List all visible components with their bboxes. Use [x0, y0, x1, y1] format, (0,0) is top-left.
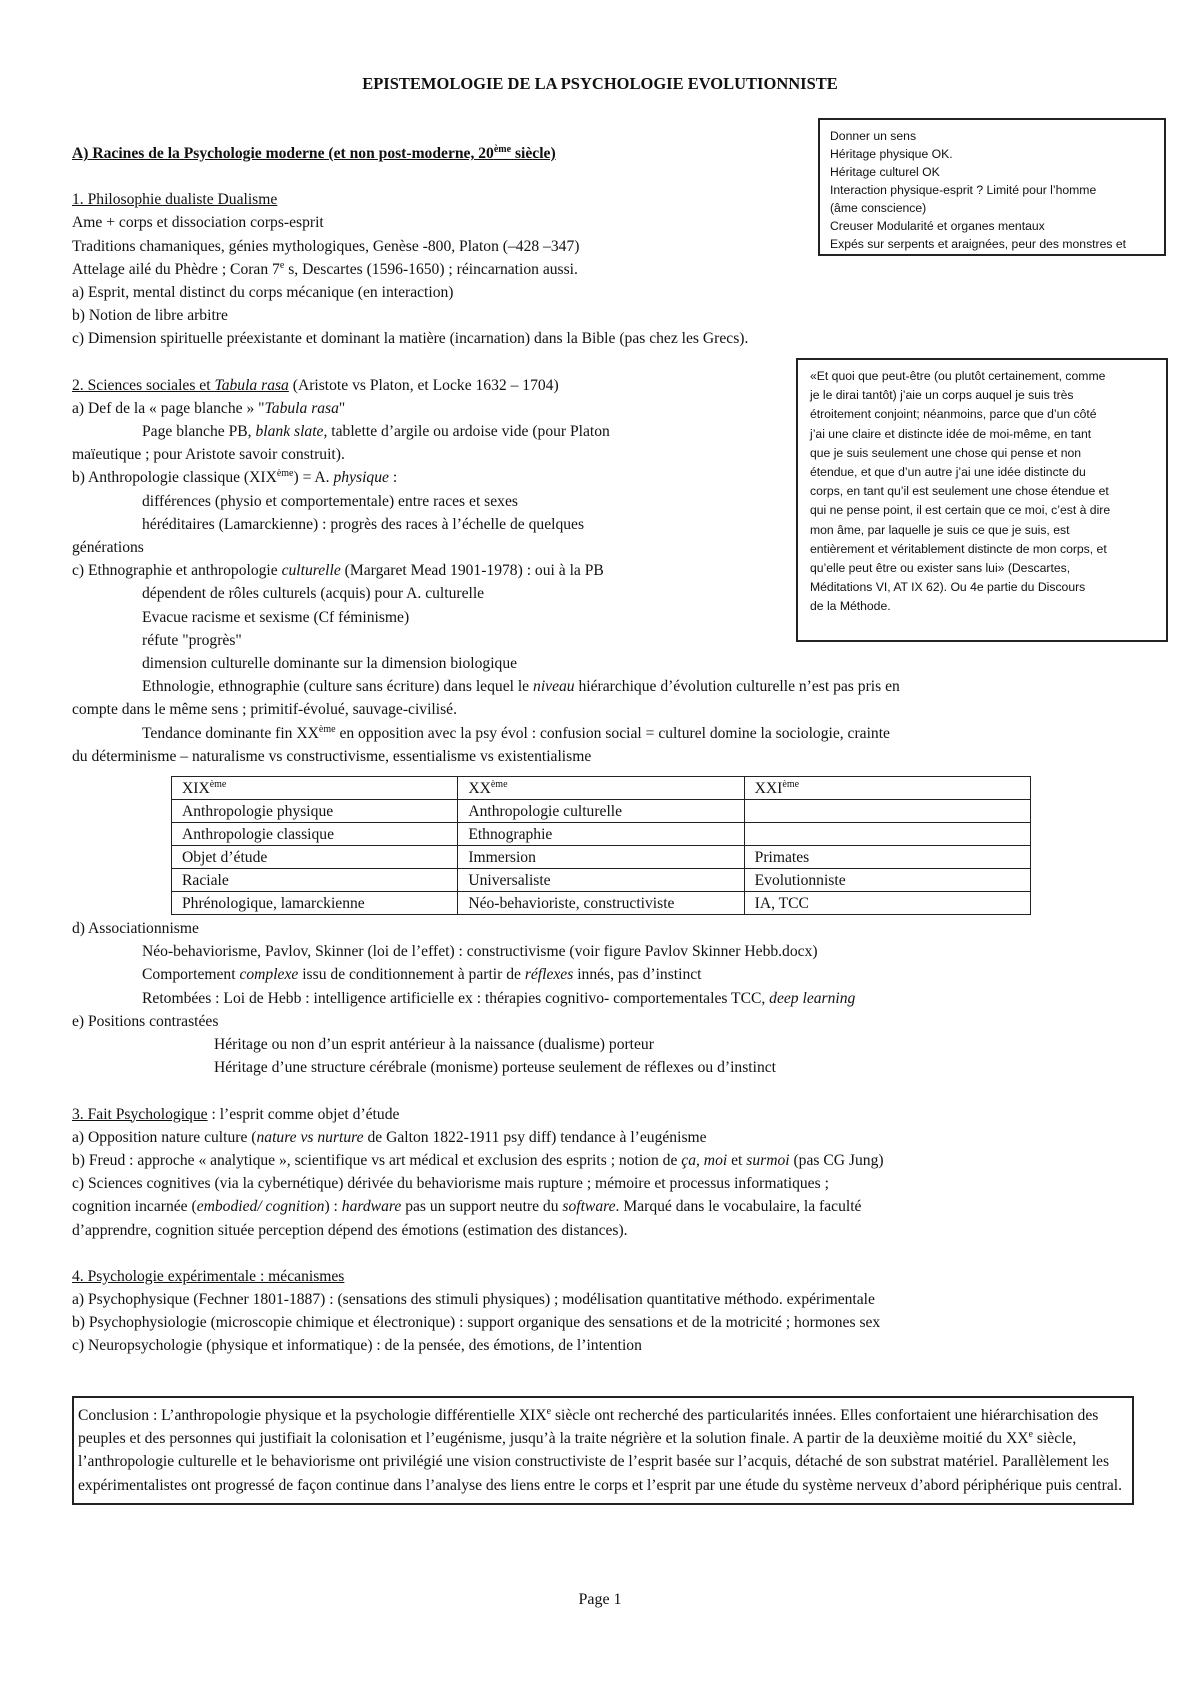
table-cell: Anthropologie physique: [172, 800, 458, 823]
text-line: Page blanche PB, blank slate, tablette d’argile ou ardoise vide (pour Platon: [142, 423, 610, 441]
text-line: différences (physio et comportementale) entre races et sexes: [142, 492, 518, 510]
table-header-cell: XIXème: [172, 777, 458, 800]
text-line: a) Esprit, mental distinct du corps mécanique (en interaction): [72, 284, 454, 302]
text-line: Evacue racisme et sexisme (Cf féminisme): [142, 608, 410, 626]
text-line: héréditaires (Lamarckienne) : progrès des races à l’échelle de quelques: [142, 515, 585, 533]
text-line: Traditions chamaniques, génies mythologiques, Genèse -800, Platon (–428 –347): [72, 237, 580, 255]
text-line: a) Def de la « page blanche » "Tabula rasa": [72, 399, 346, 417]
note-line: Donner un sens: [830, 129, 917, 143]
section-a-heading: A) Racines de la Psychologie moderne (et non post-moderne, 20ème siècle): [72, 143, 556, 162]
quote-line: qu’elle peut être ou exister sans lui» (Descartes,: [810, 561, 1071, 576]
conclusion-box: Conclusion : L’anthropologie physique et la psychologie différentielle XIXe siècle ont recherché des particularités innées. Elles confortaient une hiérarchisation des peuples et des personnes qui justifiait la colonisation et l’eugénisme, jusqu’à la traite négrière et la solution finale. A partir de la deuxième moitié du XXe siècle, l’anthropologie culturelle et le behaviorisme ont privilégié une vision constructiviste de l’esprit basée sur l’acquis, détaché de son substrat matériel. Parallèlement les expérimentalistes ont progressé de façon continue dans l’analyse des liens entre le corps et l’esprit par une étude du système nerveux d’abord périphérique puis central.: [72, 1396, 1134, 1505]
text-line: c) Dimension spirituelle préexistante et dominant la matière (incarnation) dans la Bible (pas chez les Grecs).: [72, 330, 749, 348]
table-cell: Ethnographie: [458, 823, 744, 846]
quote-line: corps, en tant qu’il est seulement une chose étendue et: [810, 484, 1109, 499]
table-row: [172, 823, 1031, 846]
quote-line: étroitement conjoint; néanmoins, parce que d’un côté: [810, 407, 1097, 422]
text-line: d) Associationnisme: [72, 920, 199, 938]
section-1-heading: 1. Philosophie dualiste Dualisme: [72, 191, 278, 209]
section-2-heading: 2. Sciences sociales et Tabula rasa (Aristote vs Platon, et Locke 1632 – 1704): [72, 376, 559, 394]
page-number: Page 1: [578, 1591, 622, 1608]
table-cell: Primates: [744, 846, 1030, 869]
table-cell: Phrénologique, lamarckienne: [172, 892, 458, 915]
page-title: EPISTEMOLOGIE DE LA PSYCHOLOGIE EVOLUTIONNISTE: [362, 74, 838, 93]
note-line: (âme conscience): [830, 201, 927, 215]
text-line: b) Notion de libre arbitre: [72, 307, 228, 325]
text-line: dépendent de rôles culturels (acquis) pour A. culturelle: [142, 585, 485, 603]
table-header-cell: XXème: [458, 777, 744, 800]
table-cell: Anthropologie culturelle: [458, 800, 744, 823]
text-line: du déterminisme – naturalisme vs constructivisme, essentialisme vs existentialisme: [72, 747, 592, 765]
text-line: e) Positions contrastées: [72, 1012, 219, 1030]
section-4-heading: 4. Psychologie expérimentale : mécanismes: [72, 1267, 345, 1285]
quote-line: je le dirai tantôt) j’aie un corps auquel je suis très: [810, 388, 1074, 403]
table-cell: Raciale: [172, 869, 458, 892]
text-line: b) Anthropologie classique (XIXème) = A. physique :: [72, 468, 398, 487]
text-line: a) Psychophysique (Fechner 1801-1887) : (sensations des stimuli physiques) ; modélisation quantitative méthodo. expérimentale: [72, 1290, 875, 1308]
text-line: Retombées : Loi de Hebb : intelligence artificielle ex : thérapies cognitivo- comportementales TCC, deep learning: [142, 989, 856, 1007]
text-line: d’apprendre, cognition située perception dépend des émotions (estimation des distances).: [72, 1221, 628, 1239]
table-cell: Evolutionniste: [744, 869, 1030, 892]
text-line: Ethnologie, ethnographie (culture sans écriture) dans lequel le niveau hiérarchique d’évolution culturelle n’est pas pris en: [142, 678, 900, 696]
table-cell: [744, 800, 1030, 823]
quote-line: Méditations VI, AT IX 62). Ou 4e partie du Discours: [810, 580, 1086, 595]
table-row: [172, 846, 1031, 869]
document-body: [72, 142, 1150, 1358]
quote-line: qui ne pense point, il est certain que ce moi, c’est à dire: [810, 503, 1111, 518]
note-line: Héritage culturel OK: [830, 165, 940, 179]
quote-line: j’ai une claire et distincte idée de moi-même, en tant: [810, 426, 1092, 441]
text-line: c) Neuropsychologie (physique et informatique) : de la pensée, des émotions, de l’intention: [72, 1337, 642, 1355]
table-header-row: [172, 777, 1031, 800]
text-line: Tendance dominante fin XXème en opposition avec la psy évol : confusion social = culturel domine la sociologie, crainte: [142, 723, 890, 742]
quote-line: étendue, et que d’un autre j’ai une idée distincte du: [810, 465, 1086, 480]
text-line: c) Sciences cognitives (via la cybernétique) dérivée du behaviorisme mais rupture ; mémoire et processus informatiques ;: [72, 1175, 829, 1193]
table-row: [172, 800, 1031, 823]
table-cell: Universaliste: [458, 869, 744, 892]
table-cell: Immersion: [458, 846, 744, 869]
text-line: compte dans le même sens ; primitif-évolué, sauvage-civilisé.: [72, 701, 457, 719]
note-line: Interaction physique-esprit ? Limité pour l’homme: [830, 183, 1097, 197]
text-line: Comportement complexe issu de conditionnement à partir de réflexes innés, pas d’instinct: [142, 966, 702, 984]
text-line: Héritage d’une structure cérébrale (monisme) porteuse seulement de réflexes ou d’instinct: [214, 1059, 777, 1077]
text-line: maïeutique ; pour Aristote savoir construit).: [72, 446, 345, 464]
table-header-cell: XXIème: [744, 777, 1030, 800]
text-line: cognition incarnée (embodied/ cognition) : hardware pas un support neutre du software. Marqué dans le vocabulaire, la faculté: [72, 1198, 862, 1216]
table-cell: Néo-behavioriste, constructiviste: [458, 892, 744, 915]
quote-line: de la Méthode.: [810, 599, 891, 614]
quote-line: que je suis seulement une chose qui pense et non: [810, 445, 1082, 460]
text-line: dimension culturelle dominante sur la dimension biologique: [142, 655, 518, 673]
note-line: Expés sur serpents et araignées, peur des monstres et: [830, 237, 1127, 251]
note-line: Héritage physique OK.: [830, 147, 953, 161]
table-cell: Anthropologie classique: [172, 823, 458, 846]
text-line: réfute "progrès": [142, 631, 242, 649]
text-line: Héritage ou non d’un esprit antérieur à la naissance (dualisme) porteur: [214, 1036, 654, 1054]
text-line: Attelage ailé du Phèdre ; Coran 7e s, Descartes (1596-1650) ; réincarnation aussi.: [72, 259, 578, 278]
table-row: [172, 869, 1031, 892]
text-line: b) Freud : approche « analytique », scientifique vs art médical et exclusion des esprits ; notion de ça, moi et surmoi (pas CG Jung): [72, 1151, 884, 1169]
quote-line: «Et quoi que peut-être (ou plutôt certainement, comme: [810, 369, 1106, 383]
text-line: Néo-behaviorisme, Pavlov, Skinner (loi de l’effet) : constructivisme (voir figure Pavlov Skinner Hebb.docx): [142, 943, 818, 961]
table-cell: Objet d’étude: [172, 846, 458, 869]
quote-line: mon âme, par laquelle je suis ce que je suis, est: [810, 522, 1070, 537]
text-line: Ame + corps et dissociation corps-esprit: [72, 214, 324, 232]
quote-line: entièrement et véritablement distincte de mon corps, et: [810, 541, 1107, 556]
note-line: Creuser Modularité et organes mentaux: [830, 219, 1045, 233]
comparison-table: [171, 776, 1031, 915]
table-cell: IA, TCC: [744, 892, 1030, 915]
table-row: [172, 892, 1031, 915]
text-line: a) Opposition nature culture (nature vs nurture de Galton 1822-1911 psy diff) tendance à l’eugénisme: [72, 1128, 707, 1146]
table-cell: [744, 823, 1030, 846]
section-3-heading: 3. Fait Psychologique : l’esprit comme objet d’étude: [72, 1105, 400, 1123]
text-line: b) Psychophysiologie (microscopie chimique et électronique) : support organique des sensations et de la motricité ; hormones sex: [72, 1314, 881, 1332]
text-line: c) Ethnographie et anthropologie culturelle (Margaret Mead 1901-1978) : oui à la PB: [72, 562, 604, 580]
text-line: générations: [72, 539, 144, 557]
